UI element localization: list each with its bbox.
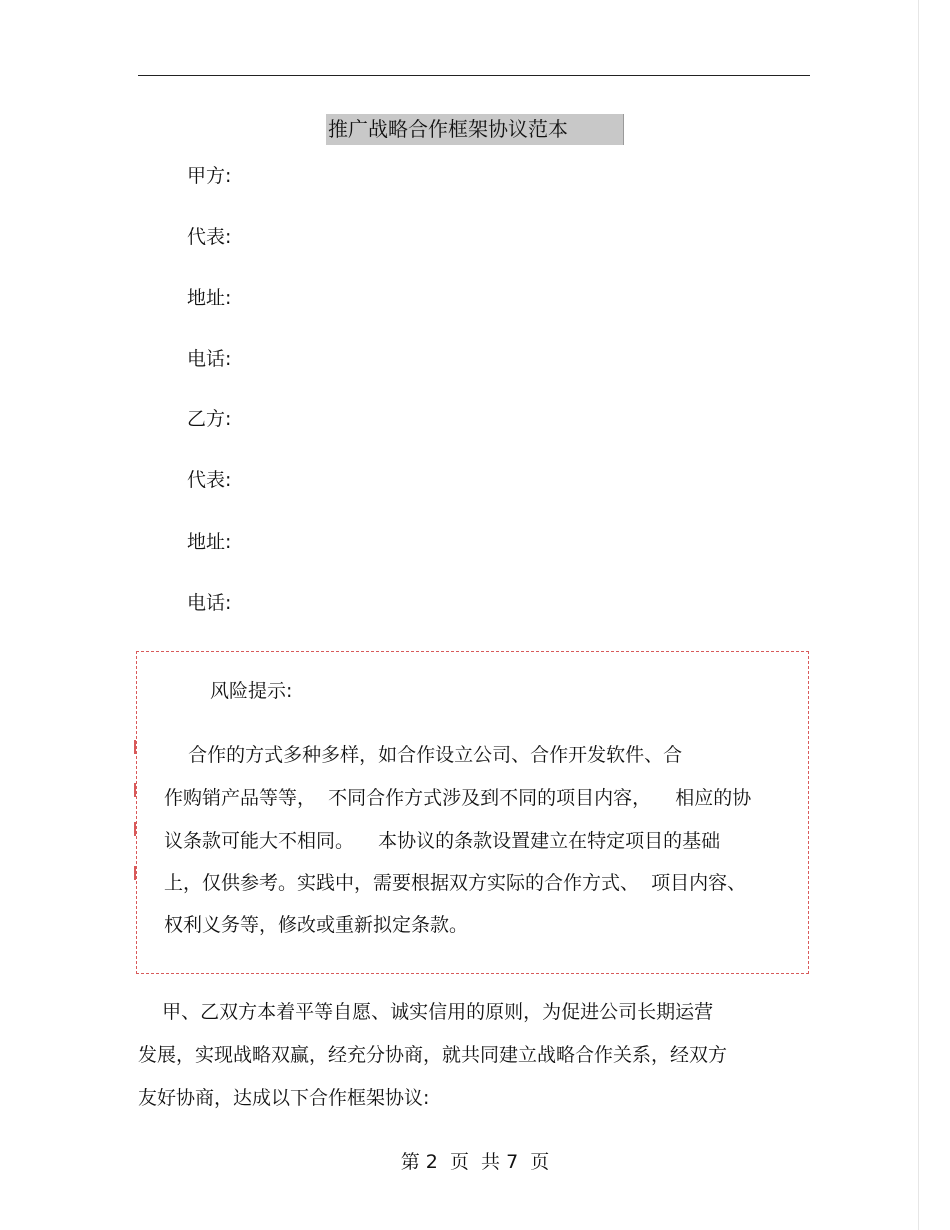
document-title: 推广战略合作框架协议范本: [326, 114, 624, 145]
risk-notice-line: 议条款可能大不相同。 本协议的条款设置建立在特定项目的基础: [164, 830, 721, 852]
party-a-label: 甲方:: [187, 165, 232, 187]
page-edge: [918, 0, 919, 1230]
party-b-phone-label: 电话:: [187, 592, 232, 614]
page-footer: 第 2 页 共 7 页: [400, 1151, 550, 1173]
party-b-representative-label: 代表:: [187, 469, 232, 491]
risk-notice-heading: 风险提示:: [210, 680, 293, 702]
body-paragraph-line: 甲、乙双方本着平等自愿、诚实信用的原则，为促进公司长期运营: [138, 1001, 714, 1023]
risk-box-mark: [134, 866, 140, 880]
party-a-address-label: 地址:: [187, 287, 232, 309]
risk-box-mark: [134, 822, 140, 836]
party-a-phone-label: 电话:: [187, 348, 232, 370]
risk-box-mark: [134, 740, 140, 754]
risk-notice-line: 合作的方式多种多样，如合作设立公司、合作开发软件、合: [164, 744, 683, 766]
body-paragraph-line: 友好协商，达成以下合作框架协议:: [138, 1087, 430, 1109]
risk-notice-line: 作购销产品等等， 不同合作方式涉及到不同的项目内容， 相应的协: [164, 787, 752, 809]
party-b-address-label: 地址:: [187, 531, 232, 553]
party-a-representative-label: 代表:: [187, 226, 232, 248]
header-rule: [138, 75, 810, 76]
body-paragraph-line: 发展，实现战略双赢，经充分协商，就共同建立战略合作关系，经双方: [138, 1044, 728, 1066]
risk-notice-line: 权利义务等，修改或重新拟定条款。: [164, 914, 469, 936]
risk-box-mark: [134, 783, 140, 797]
party-b-label: 乙方:: [187, 408, 232, 430]
risk-notice-line: 上，仅供参考。实践中，需要根据双方实际的合作方式、 项目内容、: [164, 872, 747, 894]
